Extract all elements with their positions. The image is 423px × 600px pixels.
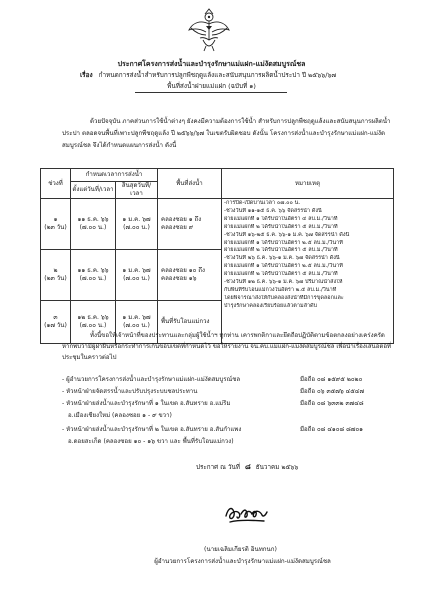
period-duration: (๒๓ วัน) <box>44 224 67 231</box>
note-line: ฝายแม่แฝกที่ ๒ ได้รับน้ำในอัตรา ๕ ลบ.ม./วินาที <box>224 247 338 254</box>
note-line: ฝายแม่แฝกที่ ๒ ได้รับน้ำในอัตรา ๕ ลบ.ม./วินาที <box>224 271 338 278</box>
contact-item <box>62 410 402 420</box>
date-suffix: ธันวาคม ๒๕๖๖ <box>255 464 299 471</box>
area-line: คลองซอย ๑ ถึง <box>161 216 202 223</box>
contact-phone: มือถือ ๐๘ ๔๑๐๘ ๘๗๐๑ <box>300 426 364 433</box>
document-subtitle: พื้นที่ส่งน้ำฝายแม่แฝก (ฉบับที่ ๑) <box>167 82 256 90</box>
end-date: ๑ ม.ค. ๖๗ <box>122 314 151 321</box>
area-line: คลองซอย ๑๖ <box>161 275 197 282</box>
contact-name: - หัวหน้าฝ่ายจัดสรรน้ำและปรับปรุงระบบชลประทาน <box>62 388 198 395</box>
header-period: ช่วงที่ <box>41 169 71 199</box>
contact-name: - ผู้อำนวยการโครงการส่งน้ำและบำรุงรักษาแม่แฝก-แม่งัดสมบูรณ์ชล <box>62 376 241 383</box>
start-date: ๑๑ ธ.ค. ๖๖ <box>77 216 109 223</box>
contact-phone: มือถือ ๐๘ ๑๕๙๕ ๒๐๒๐ <box>300 376 363 383</box>
contact-item <box>62 386 402 396</box>
note-line: โดยพิจารณาส่งให้กับคลองส่งน้ำที่มีการขุดลอกและ <box>224 294 344 301</box>
period-number: ๑ <box>53 216 58 223</box>
header-start: ตั้งแต่วันที่/เวลา <box>71 182 116 199</box>
note-line: -ช่วงวันที่ ๑๑-๑๕ ธ.ค. ๖๖ จัดสรรน้ำ ดังนี้ <box>224 207 322 214</box>
contact-phone: มือถือ ๐๘ ๖๓๓๒ ๓๗๔๘ <box>300 400 364 407</box>
start-time: (๗.๐๐ น.) <box>79 275 107 282</box>
period-cell <box>41 199 71 250</box>
area-cell <box>158 250 222 301</box>
end-time: (๗.๐๐ น.) <box>123 224 150 231</box>
area-cell <box>158 199 222 250</box>
notes-cell <box>222 199 394 344</box>
header-schedule-group: กำหนดเวลาการส่งน้ำ <box>71 169 158 182</box>
start-time: (๗.๐๐ น.) <box>79 224 107 231</box>
period-number: ๒ <box>53 267 58 274</box>
subject-line <box>80 71 336 79</box>
end-time: (๗.๐๐ น.) <box>123 322 150 329</box>
note-line: -ช่วงวันที่ ๑๒ ธ.ค. ๖๖-๑ ม.ค. ๖๗ ปริมาณน้ำส่งให้ <box>224 279 343 286</box>
note-line: ฝายแม่แฝกที่ ๑ ได้รับน้ำในอัตรา ๒.๕ ลบ.ม./วินาที <box>224 239 343 246</box>
note-line: บำรุงรักษาคลองเรียบร้อยแล้วตามลำดับ <box>224 302 318 309</box>
signature-icon <box>222 500 270 526</box>
signatory-name: (นายเฉลิมเกียรติ อินทกนก) <box>204 546 277 553</box>
start-cell <box>71 250 116 301</box>
period-number: ๓ <box>53 314 58 321</box>
table-row <box>41 199 394 250</box>
period-duration: (๒๓ วัน) <box>44 275 67 282</box>
note-line: กับพื้นที่รับโอนแม่กวงในอัตรา ๒.๕ ลบ.ม./วินาที <box>224 286 337 293</box>
contact-item <box>62 398 402 408</box>
subject-text: กำหนดการส่งน้ำสำหรับการปลูกพืชฤดูแล้งและสนับสนุนการผลิตน้ำประปา ปี ๒๕๖๖/๖๗ <box>98 71 337 79</box>
water-schedule-table <box>40 168 394 344</box>
signatory-position: ผู้อำนวยการโครงการส่งน้ำและบำรุงรักษาแม่แฝก-แม่งัดสมบูรณ์ชล <box>154 558 331 565</box>
garuda-emblem-icon <box>187 8 231 52</box>
start-date: ๑๒ ธ.ค. ๖๖ <box>77 314 109 321</box>
title-divider <box>135 92 287 93</box>
date-prefix: ประกาศ ณ วันที่ <box>196 464 240 471</box>
area-line: คลองซอย ๙ <box>161 224 194 231</box>
header-end: สิ้นสุดวันที่/เวลา <box>116 182 158 199</box>
intro-paragraph: ด้วยปัจจุบัน ภาคส่วนการใช้น้ำต่างๆ ยังคงมีความต้องการใช้น้ำ สำหรับการปลูกพืชฤดูแล้งและสนับสนุนการผลิตน้ำประปา ตลอดจนพื้นที่เพาะปลูกพืชฤดูแล้ง ปี ๒๕๖๖/๖๗ ในเขตรับผิดชอบ ดังนั้น โครงการส่งน้ำและบำรุงรักษาแม่แฝก-แม่งัดสมบูรณ์ชล จึงได้กำหนดแผนการส่งน้ำ ดังนี้ <box>62 118 391 149</box>
period-duration: (๑๗ วัน) <box>44 322 67 329</box>
contact-item <box>62 424 402 434</box>
contact-name: อ.เมืองเชียงใหม่ (คลองซอย ๑ - ๙ ขวา) <box>68 412 172 419</box>
announcement-date <box>196 461 298 473</box>
document-title: ประกาศโครงการส่งน้ำและบำรุงรักษาแม่แฝก-แม่งัดสมบูรณ์ชล <box>117 60 306 68</box>
end-date: ๑ ม.ค. ๖๗ <box>122 216 151 223</box>
contact-name: อ.ดอยสะเก็ด (คลองซอย ๑๐ - ๑๖ ขวา และ พื้นที่รับโอนแม่กวง) <box>68 438 234 445</box>
start-date: ๑๑ ธ.ค. ๖๖ <box>77 267 109 274</box>
header-notes: หมายเหตุ <box>222 169 394 199</box>
end-cell <box>116 199 158 250</box>
note-line: -การปิด-เปิดบานเวลา ๐๗.๐๐ น. <box>224 200 301 206</box>
contact-item <box>62 374 402 384</box>
contact-name: - หัวหน้าฝ่ายส่งน้ำและบำรุงรักษาที่ ๑ ในเขต อ.สันทราย อ.แม่ริม <box>62 400 231 407</box>
contact-name: - หัวหน้าฝ่ายส่งน้ำและบำรุงรักษาที่ ๒ ในเขต อ.สันทราย อ.สันกำแพง <box>62 426 242 433</box>
end-cell <box>116 250 158 301</box>
note-line: ฝายแม่แฝกที่ ๑ ได้รับน้ำในอัตรา ๒.๕ ลบ.ม./วินาที <box>224 263 343 270</box>
start-cell <box>71 199 116 250</box>
note-line: ฝายแม่แฝกที่ ๑ ได้รับน้ำในอัตรา ๔ ลบ.ม./วินาที <box>224 215 338 222</box>
area-line: คลองซอย ๑๐ ถึง <box>161 267 205 274</box>
note-line: -ช่วงวันที่ ๑๖-๒๕ ธ.ค. ๖๖-๑ ม.ค. ๖๗ จัดสรรน้ำ ดังนี้ <box>224 231 350 238</box>
subject-label: เรื่อง <box>80 71 93 79</box>
note-line: -ช่วงวันที่ ๒๖ ธ.ค. ๖๖-๑ ม.ค. ๖๗ จัดสรรน้ำ ดังนี้ <box>224 255 340 262</box>
end-time: (๗.๐๐ น.) <box>123 275 150 282</box>
period-cell <box>41 250 71 301</box>
area-line: พื้นที่รับโอนแม่กวง <box>161 318 210 325</box>
contact-phone: มือถือ ๐๖ ๓๕๗๖ ๔๕๔๗ <box>300 388 365 395</box>
end-date: ๑ ม.ค. ๖๗ <box>122 267 151 274</box>
date-day: ๘ <box>244 462 251 471</box>
note-line: ฝายแม่แฝกที่ ๒ ได้รับน้ำในอัตรา ๕ ลบ.ม./วินาที <box>224 223 338 230</box>
header-area: พื้นที่ส่งน้ำ <box>158 169 222 199</box>
contact-item <box>62 436 402 446</box>
notice-paragraph: ทั้งนี้ขอให้เจ้าหน้าที่ของประทานและกลุ่มผู้ใช้น้ำฯ ทุกท่าน เคารพกติกาและยึดถือปฏิบัติตามข้อตกลงอย่างเคร่งครัด หากพบว่ามีผู้ฝ่าฝืนหรือกระทำการเกินขอบเขตที่กำหนดไว้ ขอให้รายงาน จน.คบ.แม่แฝก-แม่งัดสมบูรณ์ชล เพื่อนำเรื่องเสนอต่อที่ประชุมในคราวต่อไป <box>62 332 391 361</box>
start-time: (๗.๐๐ น.) <box>79 322 107 329</box>
